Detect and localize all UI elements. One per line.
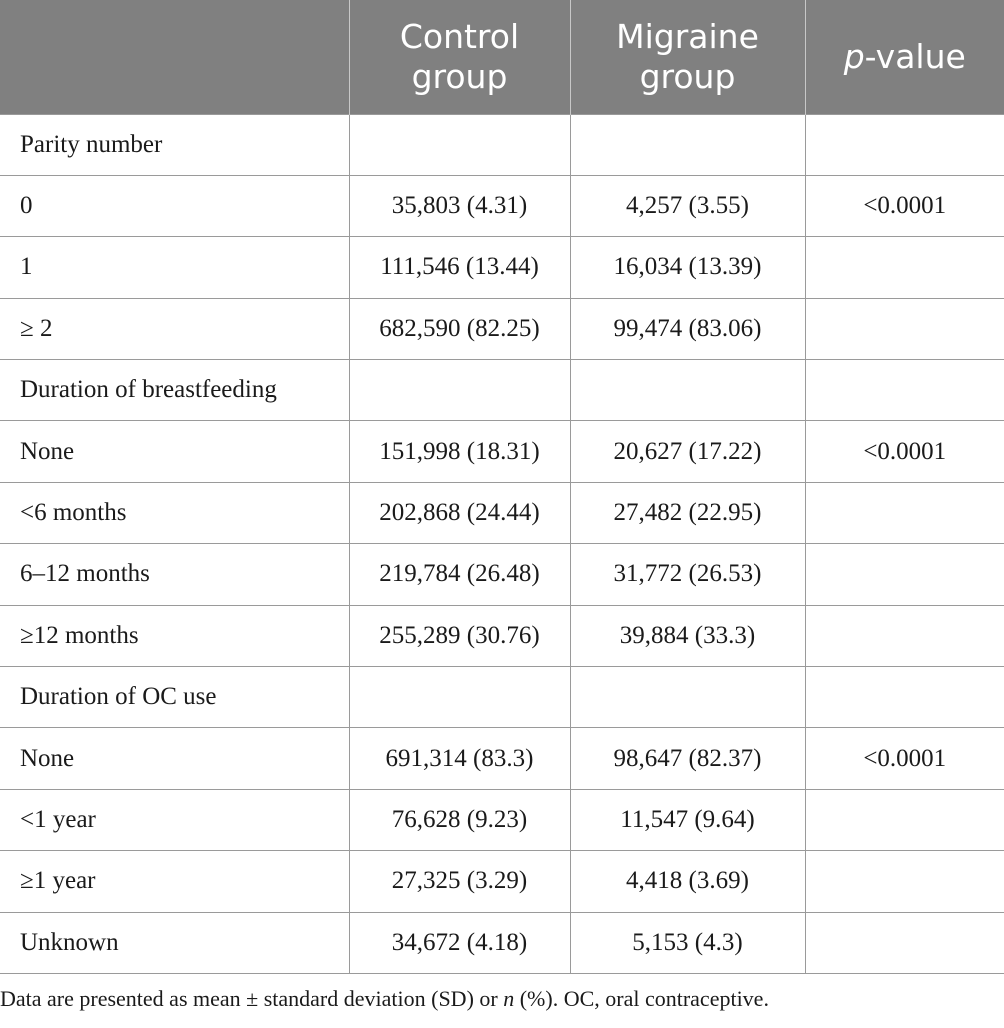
table-row [0,237,1004,298]
header-label-cell [0,0,349,114]
table-row [0,360,1004,421]
control-group-cell [349,667,570,728]
header-control-line2: group [411,56,508,96]
migraine-group-cell: 98,647 (82.37) [570,728,805,789]
migraine-group-cell [570,114,805,175]
table-row [0,667,1004,728]
p-value-cell [805,482,1004,543]
header-control-line1: Control [399,16,520,56]
header-migraine-line1: Migraine [616,16,759,56]
control-group-cell: 34,672 (4.18) [349,912,570,973]
header-migraine-line2: group [639,56,736,96]
header-migraine-group [570,0,805,114]
control-group-cell: 35,803 (4.31) [349,175,570,236]
migraine-group-cell: 20,627 (17.22) [570,421,805,482]
row-label-cell: 6–12 months [0,544,349,605]
p-value-cell: <0.0001 [805,728,1004,789]
p-value-cell [805,544,1004,605]
row-label-cell: ≥ 2 [0,298,349,359]
row-label-cell: Unknown [0,912,349,973]
p-value-cell [805,114,1004,175]
row-label-cell: Parity number [0,114,349,175]
control-group-cell: 219,784 (26.48) [349,544,570,605]
row-label-cell: <6 months [0,482,349,543]
header-p-value [805,0,1004,114]
p-value-cell [805,360,1004,421]
control-group-cell: 202,868 (24.44) [349,482,570,543]
table-row [0,912,1004,973]
row-label-cell: ≥1 year [0,851,349,912]
footnote-part2: (%). OC, oral contraceptive. [514,986,769,1011]
migraine-group-cell: 5,153 (4.3) [570,912,805,973]
p-value-cell [805,789,1004,850]
table-row [0,114,1004,175]
table-row [0,175,1004,236]
p-value-cell: <0.0001 [805,421,1004,482]
table-row [0,421,1004,482]
header-p-italic: p [843,36,865,76]
p-value-cell [805,667,1004,728]
footnote-part1: Data are presented as mean ± standard deviation (SD) or [0,986,504,1011]
p-value-cell [805,912,1004,973]
migraine-group-cell: 4,418 (3.69) [570,851,805,912]
migraine-group-cell: 4,257 (3.55) [570,175,805,236]
migraine-group-cell [570,360,805,421]
header-p-rest: -value [864,36,966,76]
control-group-cell: 111,546 (13.44) [349,237,570,298]
control-group-cell [349,114,570,175]
table-body [0,114,1004,973]
row-label-cell: Duration of breastfeeding [0,360,349,421]
table-row [0,728,1004,789]
row-label-cell: None [0,728,349,789]
p-value-cell [805,851,1004,912]
migraine-group-cell [570,667,805,728]
table-row [0,482,1004,543]
control-group-cell: 27,325 (3.29) [349,851,570,912]
control-group-cell [349,360,570,421]
table-header [0,0,1004,114]
table-footnote [0,985,769,1013]
row-label-cell: <1 year [0,789,349,850]
row-label-cell: 0 [0,175,349,236]
header-row [0,0,1004,114]
control-group-cell: 691,314 (83.3) [349,728,570,789]
table-row [0,789,1004,850]
table-row [0,605,1004,666]
migraine-group-cell: 99,474 (83.06) [570,298,805,359]
control-group-cell: 151,998 (18.31) [349,421,570,482]
p-value-cell: <0.0001 [805,175,1004,236]
control-group-cell: 682,590 (82.25) [349,298,570,359]
table-row [0,544,1004,605]
migraine-group-cell: 27,482 (22.95) [570,482,805,543]
row-label-cell: 1 [0,237,349,298]
p-value-cell [805,298,1004,359]
table-row [0,851,1004,912]
row-label-cell: Duration of OC use [0,667,349,728]
migraine-group-cell: 16,034 (13.39) [570,237,805,298]
control-group-cell: 255,289 (30.76) [349,605,570,666]
header-control-group [349,0,570,114]
migraine-group-cell: 11,547 (9.64) [570,789,805,850]
p-value-cell [805,605,1004,666]
control-group-cell: 76,628 (9.23) [349,789,570,850]
row-label-cell: None [0,421,349,482]
row-label-cell: ≥12 months [0,605,349,666]
migraine-group-cell: 39,884 (33.3) [570,605,805,666]
table-row [0,298,1004,359]
migraine-group-cell: 31,772 (26.53) [570,544,805,605]
p-value-cell [805,237,1004,298]
footnote-italic-n: n [503,986,515,1011]
